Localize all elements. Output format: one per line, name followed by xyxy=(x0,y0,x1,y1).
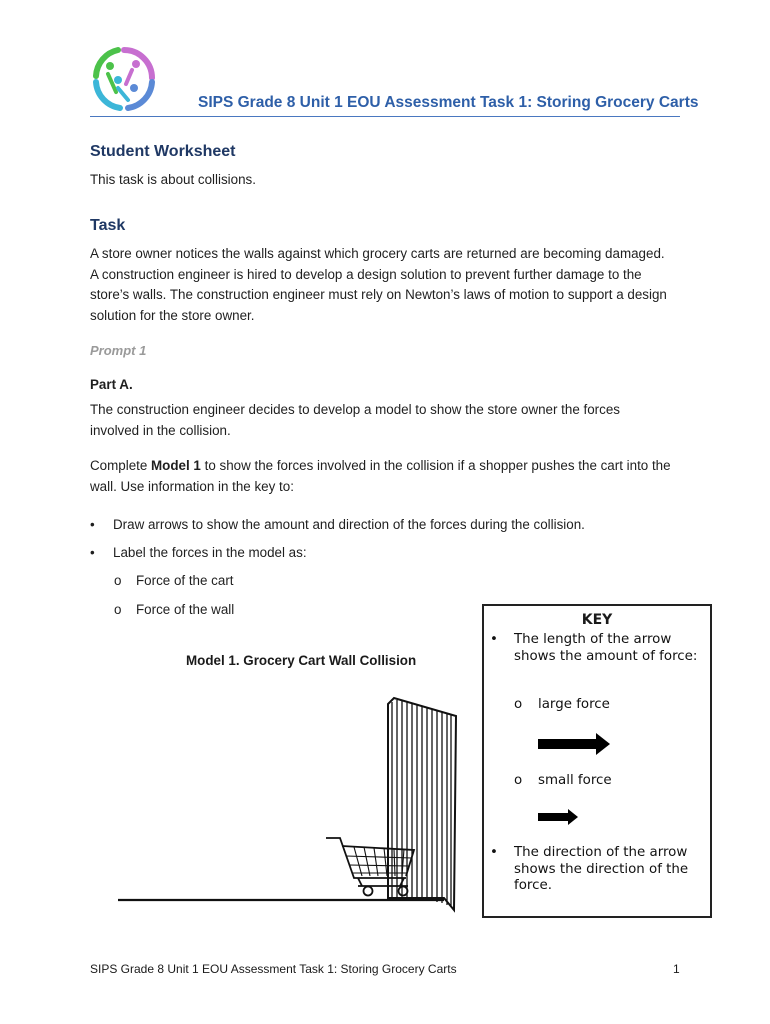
small-force-arrow-icon xyxy=(538,809,580,825)
key-box xyxy=(482,604,712,918)
intro-text: This task is about collisions. xyxy=(90,172,256,187)
complete-before: Complete xyxy=(90,458,152,473)
sub-bullet-item: Force of the cart xyxy=(136,573,234,588)
bullet-item: Draw arrows to show the amount and direction of the forces during the collision. xyxy=(113,517,585,532)
cart-wall-model-figure xyxy=(110,690,470,920)
bullet-mark: • xyxy=(90,517,95,532)
sips-logo xyxy=(88,44,160,114)
student-worksheet-heading: Student Worksheet xyxy=(90,143,236,160)
part-a-label: Part A. xyxy=(90,377,133,392)
key-small-force-label: small force xyxy=(538,773,612,788)
sub-bullet-mark: o xyxy=(114,573,122,588)
key-sub-mark: o xyxy=(514,697,523,712)
footer-title: SIPS Grade 8 Unit 1 EOU Assessment Task 1: Storing Grocery Carts xyxy=(90,962,457,976)
model-title: Model 1. Grocery Cart Wall Collision xyxy=(186,653,417,668)
worksheet-heading-block xyxy=(90,143,236,161)
key-item-arrow-direction: The direction of the arrow shows the direction of the force. xyxy=(514,845,689,893)
complete-after: to show the forces involved in the collision if a shopper pushes the cart into the wall. Use information in the key to: xyxy=(90,458,671,494)
task-heading: Task xyxy=(90,217,126,234)
task-paragraph: A store owner notices the walls against which grocery carts are returned are becoming damaged. A construction engineer is hired to develop a design solution to prevent further damage to the store’s walls. The construction engineer must rely on Newton’s laws of motion to support a design solution for the store owner. xyxy=(90,246,667,323)
bullet-item: Label the forces in the model as: xyxy=(113,545,307,560)
key-bullet-mark: • xyxy=(490,845,498,860)
page-number: 1 xyxy=(673,962,680,976)
prompt-label: Prompt 1 xyxy=(90,343,147,358)
header-divider xyxy=(90,116,680,117)
document-header-title: SIPS Grade 8 Unit 1 EOU Assessment Task 1: Storing Grocery Carts xyxy=(198,94,699,111)
large-force-arrow-icon xyxy=(538,733,612,755)
sub-bullet-mark: o xyxy=(114,602,122,617)
bullet-mark: • xyxy=(90,545,95,560)
model-1-ref: Model 1 xyxy=(151,458,201,473)
key-sub-mark: o xyxy=(514,773,523,788)
task-heading-block xyxy=(90,217,125,235)
part-a-text: The construction engineer decides to develop a model to show the store owner the forces involved in the collision. xyxy=(90,402,620,438)
sub-bullet-item: Force of the wall xyxy=(136,602,235,617)
key-bullet-mark: • xyxy=(490,632,498,647)
key-title: KEY xyxy=(581,612,613,628)
key-item-arrow-length: The length of the arrow shows the amount of force: xyxy=(514,632,698,664)
complete-instruction xyxy=(90,456,685,497)
key-large-force-label: large force xyxy=(538,697,610,712)
